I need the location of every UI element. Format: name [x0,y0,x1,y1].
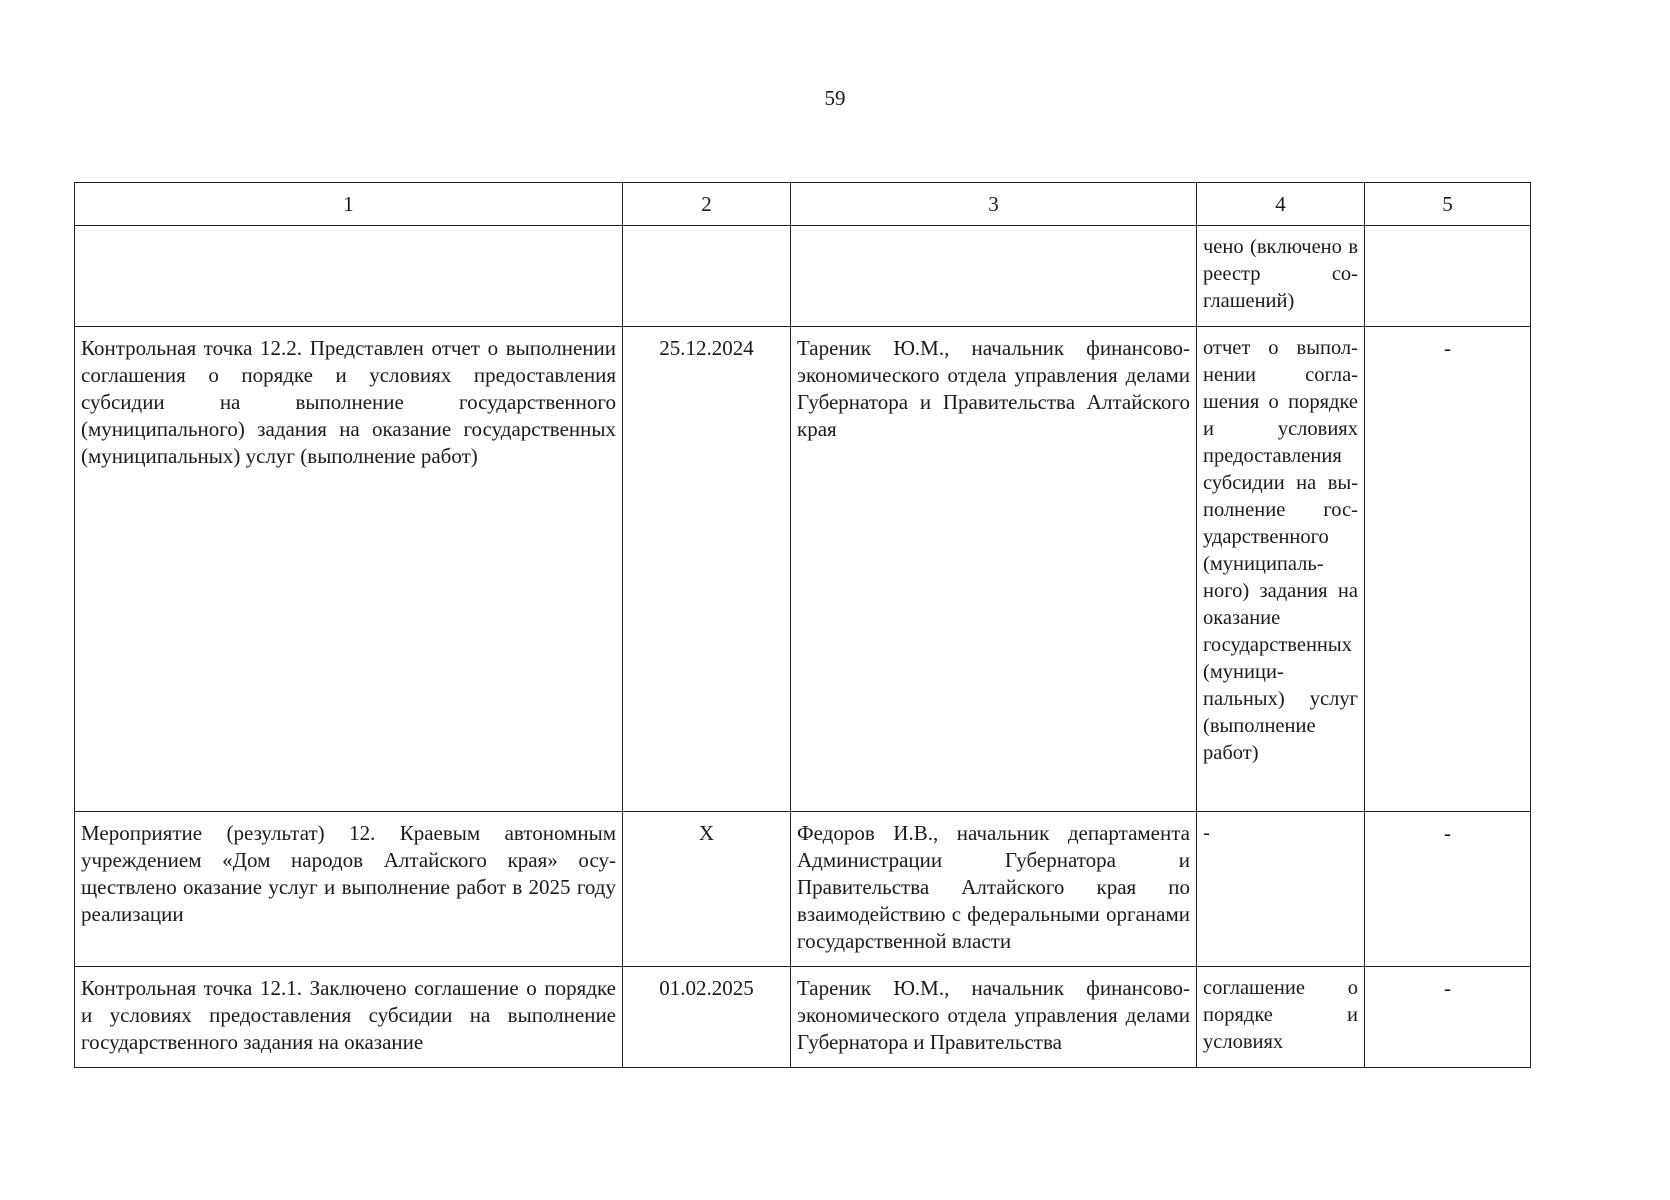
table-row [75,327,1531,812]
header-col-4: 4 [1197,183,1365,226]
cell-document: - [1197,812,1365,967]
cell-date: 01.02.2025 [623,967,791,1068]
cell-document: чено (включено в реестр соглашений) [1197,226,1365,327]
cell-description: Контрольная точка 12.2. Представлен отчет о выполнении соглашения о порядке и условиях предоставления субсидии на выполнение государственного (муниципального) задания на оказание государственных (муниципальных) услуг (выполнение работ) [75,327,623,812]
table-row [75,226,1531,327]
header-col-1: 1 [75,183,623,226]
table-row [75,967,1531,1068]
cell-responsible [791,226,1197,327]
header-col-5: 5 [1365,183,1531,226]
header-col-3: 3 [791,183,1197,226]
cell-document: отчет о выполнении соглашения о порядке и условиях предоставления субсидии на выполнение государственного (муниципального) задания на оказание государственных (муниципальных) услуг (выполнение работ) [1197,327,1365,812]
cell-description [75,226,623,327]
cell-responsible: Тареник Ю.М., начальник финансово-экономического отдела управления делами Губернатора и Правительства [791,967,1197,1068]
cell-date: 25.12.2024 [623,327,791,812]
cell-description: Мероприятие (результат) 12. Краевым автономным учреждением «Дом народов Алтайского края» осуществлено оказание услуг и выполнение работ в 2025 году реализации [75,812,623,967]
cell-date [623,226,791,327]
cell-col5 [1365,226,1531,327]
table-row [75,812,1531,967]
cell-col5: - [1365,812,1531,967]
cell-document: соглашение о порядке и условиях [1197,967,1365,1068]
page-number: 59 [824,86,846,110]
header-col-2: 2 [623,183,791,226]
cell-responsible: Федоров И.В., начальник департамента Администрации Губернатора и Правительства Алтайского края по взаимодействию с федеральными органами государственной власти [791,812,1197,967]
cell-responsible: Тареник Ю.М., начальник финансово-экономического отдела управления делами Губернатора и Правительства Алтайского края [791,327,1197,812]
cell-col5: - [1365,967,1531,1068]
cell-date: X [623,812,791,967]
plan-table [74,182,1531,1068]
cell-col5: - [1365,327,1531,812]
table-header-row [75,183,1531,226]
cell-description: Контрольная точка 12.1. Заключено соглашение о порядке и условиях предоставления субсидии на выполнение государственного задания на оказание [75,967,623,1068]
